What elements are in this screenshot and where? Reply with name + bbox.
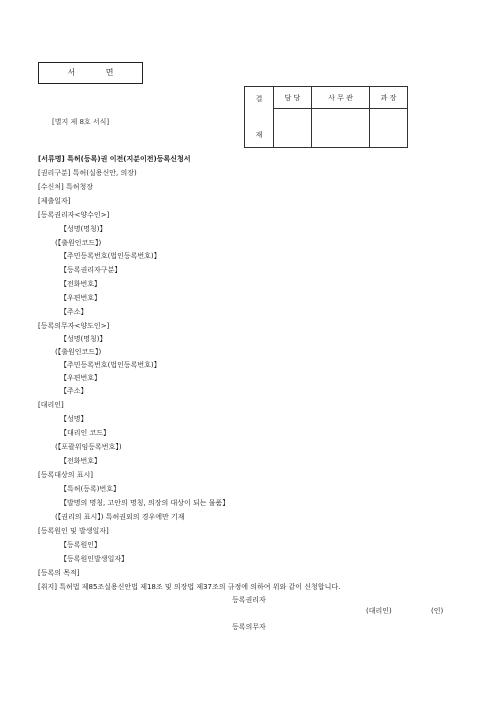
- field-patent-number: 【특허(등록)번호】: [60, 485, 121, 493]
- field-agent-power-of-attorney: (【포괄위임등록번호】): [55, 443, 122, 451]
- section-registration-cause: [등록원인 및 발생일자]: [38, 527, 109, 535]
- field-agent-name: 【성명】: [60, 415, 88, 423]
- approval-side-label: [245, 87, 274, 148]
- field-invention-title: 【발명의 명칭, 고안의 명칭, 의장의 대상이 되는 물품】: [60, 499, 230, 507]
- approval-col-chief: 과 장: [370, 87, 408, 109]
- field-assignee-applicant-code: (【출원인코드】): [55, 239, 102, 247]
- field-assignee-name: 【성명(명칭)】: [60, 225, 107, 233]
- section-agent: [대리인]: [38, 401, 64, 409]
- signature-seal: (인): [431, 607, 444, 615]
- approval-sign-chief: [370, 109, 408, 148]
- approval-col-officer: 사 무 관: [311, 87, 369, 109]
- section-registration-target: [등록대상의 표시]: [38, 471, 94, 479]
- document-title-box: 서 면: [38, 62, 143, 84]
- field-cause-date: 【등록원인발생일자】: [60, 555, 129, 563]
- field-registration-cause: 【등록원인】: [60, 541, 102, 549]
- section-registration-purpose: [등록의 목적]: [38, 569, 80, 577]
- field-agent-phone: 【전화번호】: [60, 457, 102, 465]
- field-assignor-postcode: 【우편번호】: [60, 374, 102, 382]
- section-assignee: [등록권리자<양수인>]: [38, 211, 110, 219]
- signature-obligor: 등록의무자: [232, 623, 266, 631]
- field-assignor-name: 【성명(명칭)】: [60, 335, 107, 343]
- section-assignor: [등록의무자<양도인>]: [38, 322, 110, 330]
- field-assignor-id-number: 【주민등록번호(법인등록번호)】: [60, 361, 161, 369]
- field-assignor-address: 【주소】: [60, 387, 88, 395]
- approval-sign-officer: [311, 109, 369, 148]
- field-right-indication: (【권리의 표시】) 특허권외의 경우에만 기재: [55, 513, 185, 521]
- approval-side-label-2: 재: [255, 131, 263, 139]
- field-assignee-postcode: 【우편번호】: [60, 294, 102, 302]
- signature-holder: 등록권리자: [232, 596, 266, 604]
- field-assignee-phone: 【전화번호】: [60, 280, 102, 288]
- field-right-type: [권리구분] 특허(실용신안, 의장): [38, 169, 137, 177]
- approval-side-label-1: 결: [255, 95, 263, 103]
- form-number: [별지 제 8호 서식]: [52, 118, 110, 126]
- field-purpose-statement: [취지] 특허법 제85조실용신안법 제18조 및 의장법 제37조의 규정에 의하여 위와 같이 신청합니다.: [38, 583, 341, 591]
- field-agent-code: 【대리인 코드】: [60, 429, 111, 437]
- field-recipient: [수신처] 특허청장: [38, 183, 94, 191]
- signature-agent: (대리인): [366, 607, 392, 615]
- field-document-name: [서류명] 특허(등록)권 이전(지분이전)등록신청서: [38, 155, 191, 163]
- approval-table: [244, 86, 408, 148]
- field-assignor-applicant-code: (【출원인코드】): [55, 348, 102, 356]
- approval-col-staff: 담 당: [274, 87, 312, 109]
- field-assignee-category: 【등록권리자구분】: [60, 266, 122, 274]
- approval-sign-staff: [274, 109, 312, 148]
- field-assignee-address: 【주소】: [60, 308, 88, 316]
- field-submission-date: [제출일자]: [38, 197, 71, 205]
- field-assignee-id-number: 【주민등록번호(법인등록번호)】: [60, 252, 161, 260]
